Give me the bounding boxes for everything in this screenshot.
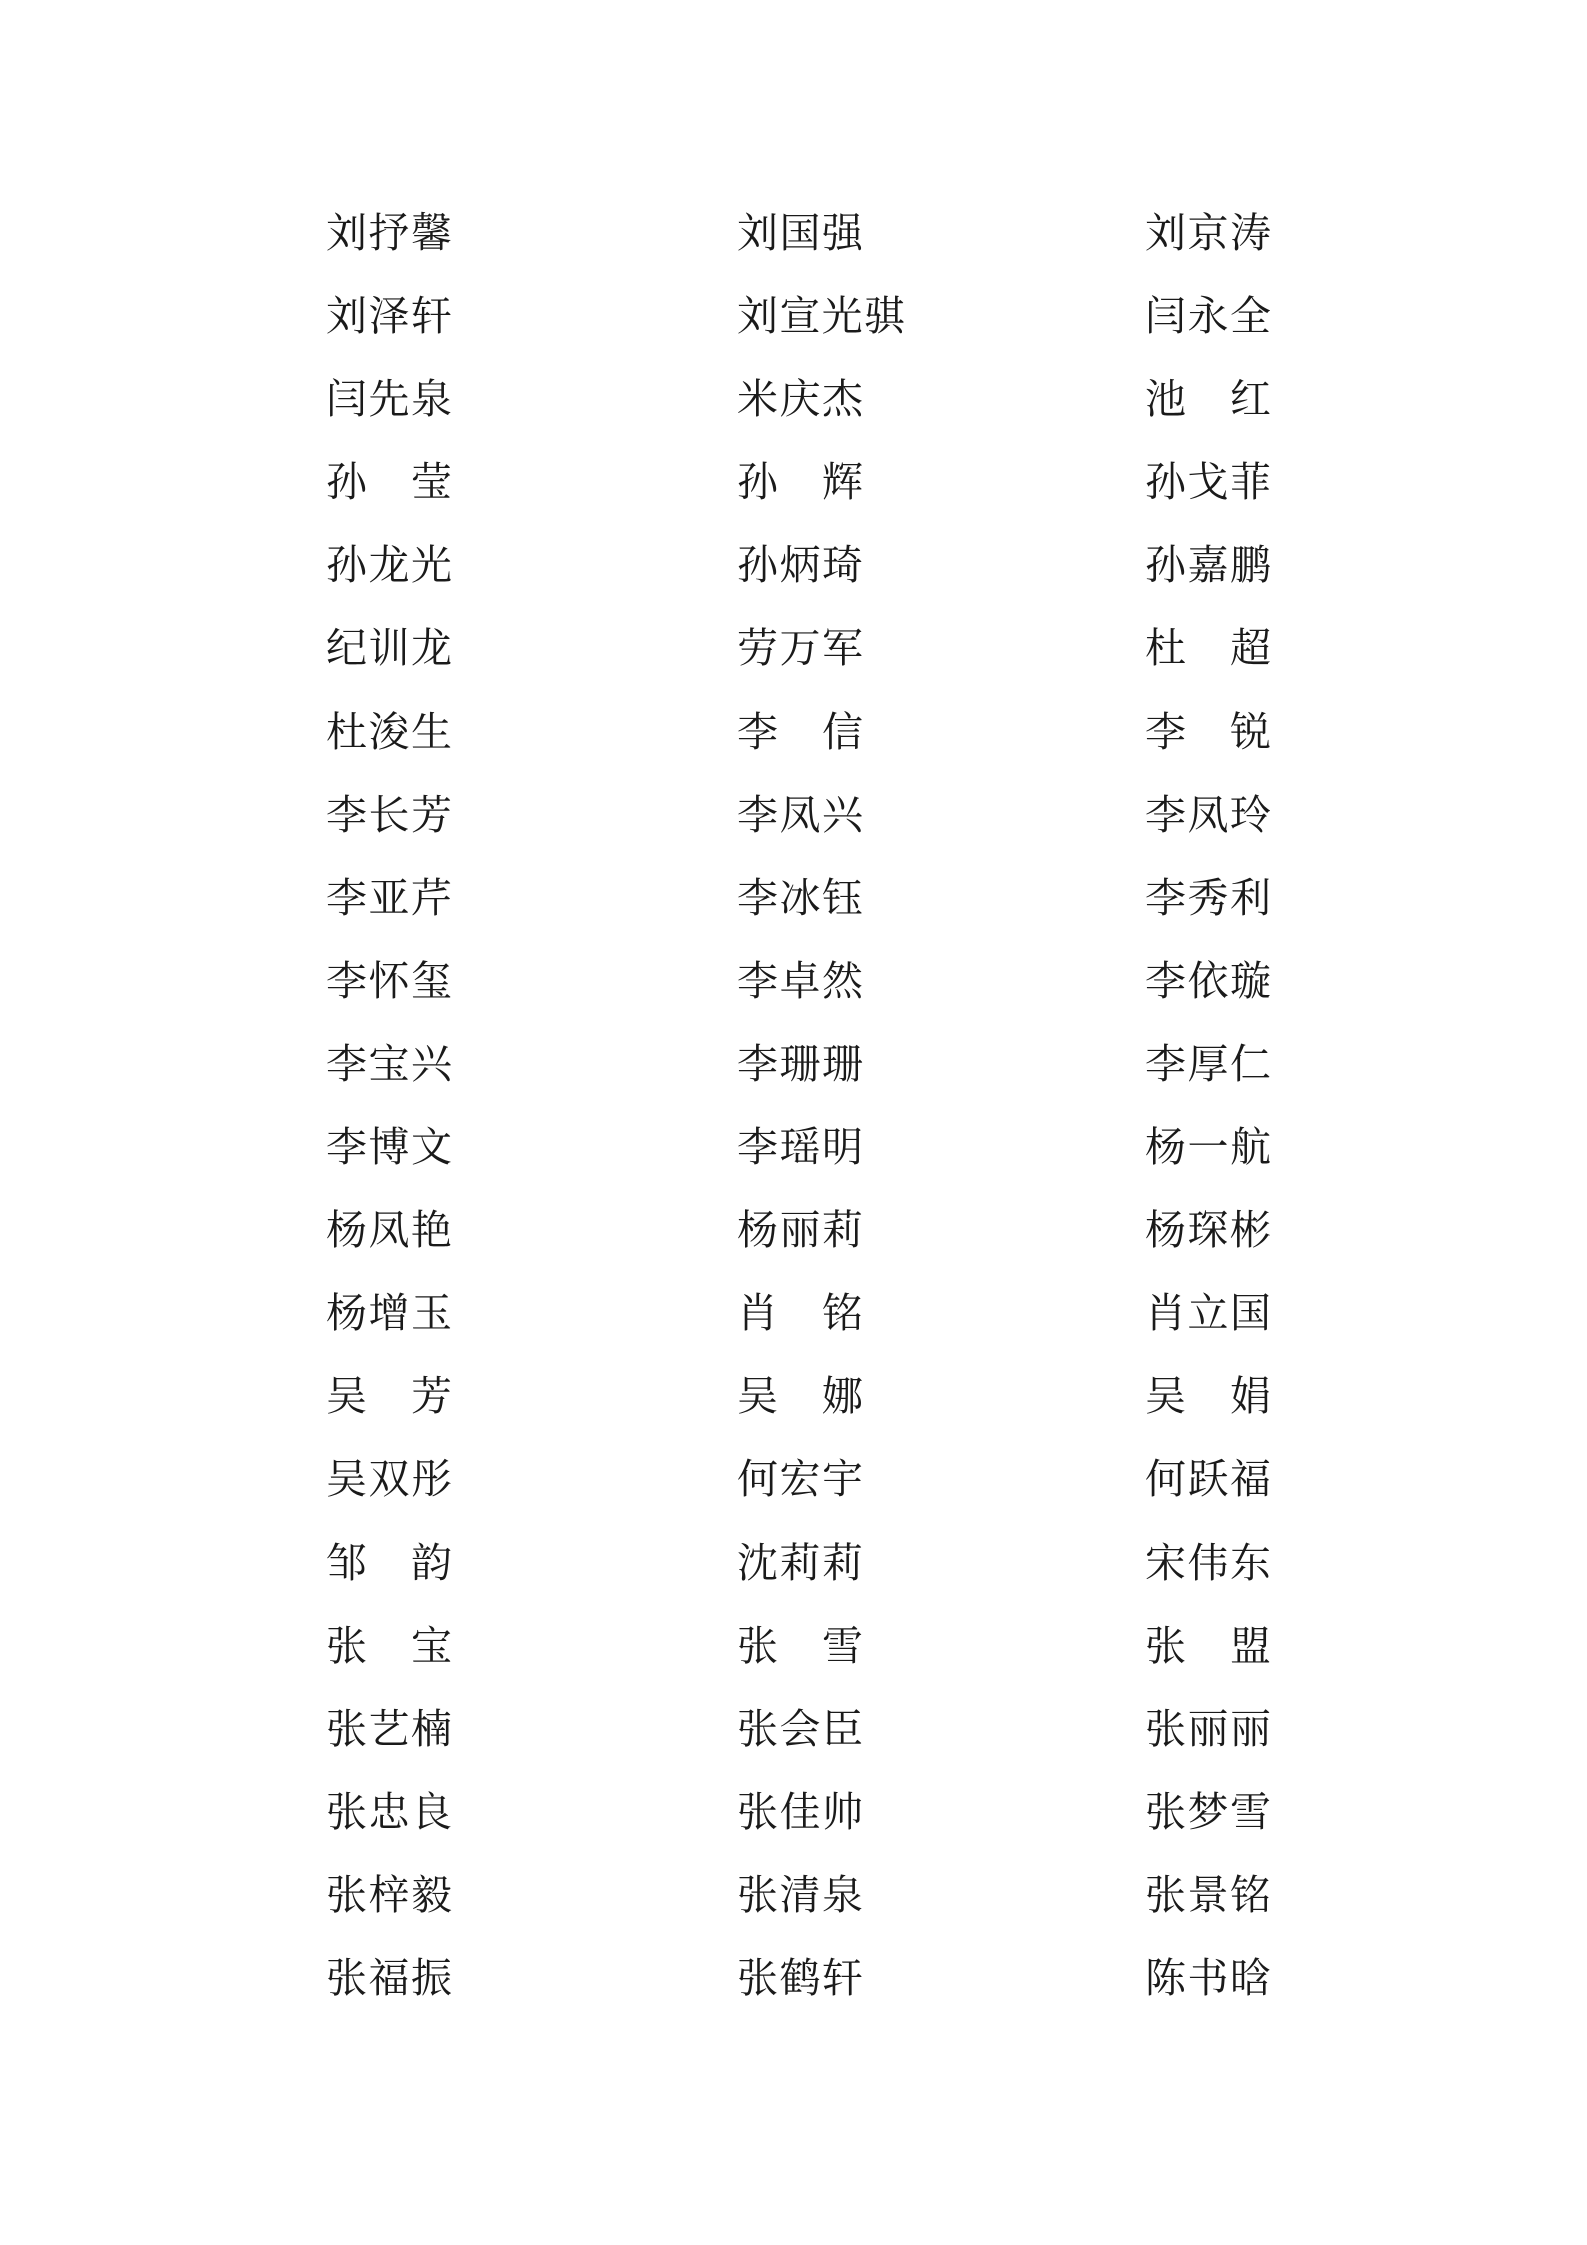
name-entry: 沈 莉 莉 bbox=[737, 1538, 863, 1587]
name-entry: 纪 训 龙 bbox=[326, 624, 452, 673]
name-entry: 杜 浚 生 bbox=[326, 707, 452, 756]
name-entry: 杨 凤 艳 bbox=[326, 1206, 452, 1255]
name-entry: 李 长 芳 bbox=[326, 790, 452, 839]
name-entry: 李 亚 芹 bbox=[326, 873, 452, 922]
name-row bbox=[0, 535, 1587, 618]
name-row bbox=[0, 1865, 1587, 1948]
name-entry: 张 艺 楠 bbox=[326, 1704, 452, 1753]
name-entry: 李 怀 玺 bbox=[326, 956, 452, 1005]
name-entry: 张 忠 良 bbox=[326, 1787, 452, 1836]
name-entry: 杨 增 玉 bbox=[326, 1289, 452, 1338]
name-row bbox=[0, 1533, 1587, 1616]
name-entry: 李 博 文 bbox=[326, 1123, 452, 1172]
name-entry: 肖 铭 bbox=[737, 1289, 863, 1338]
name-entry: 吴 双 彤 bbox=[326, 1455, 452, 1504]
name-entry: 劳 万 军 bbox=[737, 624, 863, 673]
name-entry: 李 凤 玲 bbox=[1145, 790, 1271, 839]
name-row bbox=[0, 618, 1587, 701]
name-entry: 孙 炳 琦 bbox=[737, 541, 863, 590]
name-entry: 杨 琛 彬 bbox=[1145, 1206, 1271, 1255]
name-row bbox=[0, 369, 1587, 452]
name-row bbox=[0, 1449, 1587, 1532]
name-row bbox=[0, 286, 1587, 369]
name-row bbox=[0, 951, 1587, 1034]
name-entry: 张 佳 帅 bbox=[737, 1787, 863, 1836]
name-entry: 李 瑶 明 bbox=[737, 1123, 863, 1172]
name-entry: 孙 莹 bbox=[326, 458, 452, 507]
name-entry: 张 盟 bbox=[1145, 1621, 1271, 1670]
name-entry: 孙 嘉 鹏 bbox=[1145, 541, 1271, 590]
name-entry: 刘 泽 轩 bbox=[326, 292, 452, 341]
name-row bbox=[0, 1200, 1587, 1283]
name-entry: 李 珊 珊 bbox=[737, 1039, 863, 1088]
name-row bbox=[0, 868, 1587, 951]
name-entry: 李 厚 仁 bbox=[1145, 1039, 1271, 1088]
name-entry: 张 丽 丽 bbox=[1145, 1704, 1271, 1753]
name-entry: 肖 立 国 bbox=[1145, 1289, 1271, 1338]
name-entry: 杜 超 bbox=[1145, 624, 1271, 673]
name-entry: 张 鹤 轩 bbox=[737, 1953, 863, 2002]
name-entry: 李 冰 钰 bbox=[737, 873, 863, 922]
name-entry: 李 依 璇 bbox=[1145, 956, 1271, 1005]
name-row bbox=[0, 1366, 1587, 1449]
name-entry: 张 雪 bbox=[737, 1621, 863, 1670]
name-entry: 孙 戈 菲 bbox=[1145, 458, 1271, 507]
name-entry: 刘 国 强 bbox=[737, 209, 863, 257]
name-row bbox=[0, 1699, 1587, 1782]
name-entry: 张 梓 毅 bbox=[326, 1870, 452, 1919]
name-entry: 池 红 bbox=[1145, 375, 1271, 424]
name-row bbox=[0, 702, 1587, 785]
name-entry: 杨 一 航 bbox=[1145, 1123, 1271, 1172]
name-row bbox=[0, 1117, 1587, 1200]
name-entry: 刘 抒 馨 bbox=[326, 209, 452, 257]
name-entry: 吴 芳 bbox=[326, 1372, 452, 1421]
name-row bbox=[0, 203, 1587, 286]
name-row bbox=[0, 1782, 1587, 1865]
name-entry: 张 梦 雪 bbox=[1145, 1787, 1271, 1836]
name-entry: 李 卓 然 bbox=[737, 956, 863, 1005]
name-list bbox=[0, 203, 1587, 2031]
name-entry: 刘 京 涛 bbox=[1145, 209, 1271, 257]
name-entry: 张 景 铭 bbox=[1145, 1870, 1271, 1919]
name-entry: 何 跃 福 bbox=[1145, 1455, 1271, 1504]
name-row bbox=[0, 1034, 1587, 1117]
name-entry: 张 福 振 bbox=[326, 1953, 452, 2002]
name-entry: 张 清 泉 bbox=[737, 1870, 863, 1919]
name-entry: 李 锐 bbox=[1145, 707, 1271, 756]
name-entry: 张 宝 bbox=[326, 1621, 452, 1670]
name-row bbox=[0, 1616, 1587, 1699]
name-entry: 李 信 bbox=[737, 707, 863, 756]
name-entry: 闫 永 全 bbox=[1145, 292, 1271, 341]
name-row bbox=[0, 785, 1587, 868]
name-entry: 李 宝 兴 bbox=[326, 1039, 452, 1088]
name-entry: 吴 娟 bbox=[1145, 1372, 1271, 1421]
name-entry: 何 宏 宇 bbox=[737, 1455, 863, 1504]
name-entry: 米 庆 杰 bbox=[737, 375, 863, 424]
name-entry: 孙 龙 光 bbox=[326, 541, 452, 590]
name-row bbox=[0, 1948, 1587, 2031]
name-entry: 刘 宣 光 骐 bbox=[737, 292, 905, 341]
name-entry: 吴 娜 bbox=[737, 1372, 863, 1421]
name-entry: 邹 韵 bbox=[326, 1538, 452, 1587]
name-row bbox=[0, 452, 1587, 535]
name-entry: 李 凤 兴 bbox=[737, 790, 863, 839]
name-row bbox=[0, 1283, 1587, 1366]
name-entry: 宋 伟 东 bbox=[1145, 1538, 1271, 1587]
name-entry: 李 秀 利 bbox=[1145, 873, 1271, 922]
name-entry: 孙 辉 bbox=[737, 458, 863, 507]
name-entry: 杨 丽 莉 bbox=[737, 1206, 863, 1255]
name-entry: 陈 书 晗 bbox=[1145, 1953, 1271, 2002]
name-entry: 张 会 臣 bbox=[737, 1704, 863, 1753]
name-entry: 闫 先 泉 bbox=[326, 375, 452, 424]
